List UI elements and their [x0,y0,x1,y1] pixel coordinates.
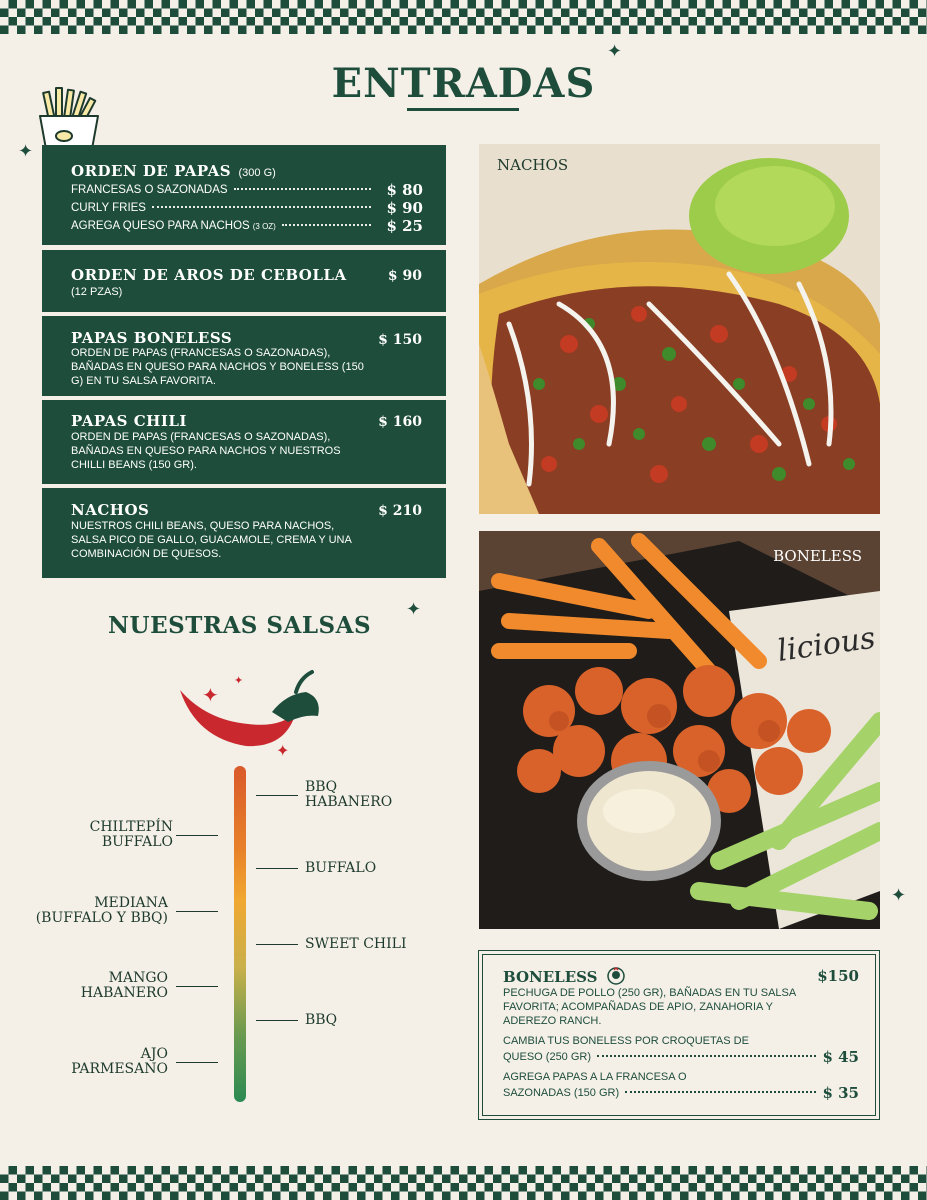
item-desc: NUESTROS CHILI BEANS, QUESO PARA NACHOS, SALSA PICO DE GALLO, GUACAMOLE, CREMA Y UNA COMBINACIÓN DE QUESOS. [71,520,352,560]
svg-text:✦: ✦ [234,675,244,687]
title-underline [407,108,519,111]
salsa-label [305,937,407,952]
item-price: $ 150 [378,332,422,348]
chicken-icon [607,967,625,985]
row-price: $ 80 [386,181,423,199]
salsa-line1: CHILTEPÍN [89,819,173,835]
photo-caption: BONELESS [773,547,862,565]
price-row [71,217,423,235]
dot-leader [625,1091,816,1093]
extra-line1: AGREGA PAPAS A LA FRANCESA O [503,1071,687,1083]
salsa-line2: HABANERO [80,985,168,1001]
salsa-tick [256,1020,298,1021]
item-name: NACHOS [71,501,150,519]
extra-price: $ 35 [822,1084,859,1102]
salsa-tick [176,1062,218,1063]
extra-option [503,1033,859,1065]
salsa-tick [256,868,298,869]
dot-leader [597,1055,816,1057]
dot-leader [234,188,371,190]
svg-text:✦: ✦ [202,685,219,707]
menu-block-papas-boneless [42,316,446,396]
salsa-tick [256,795,298,796]
photo-caption: NACHOS [497,156,569,174]
nachos-photo [479,144,880,514]
item-price: $ 160 [378,414,422,430]
price-row [71,199,423,217]
row-label: CURLY FRIES [71,202,146,214]
row-label: FRANCESAS O SAZONADAS [71,184,228,196]
sparkle-icon: ✦ [607,41,623,61]
sparkle-icon: ✦ [18,141,34,161]
napkin-text: licious [775,620,878,669]
nachos-image [479,144,880,514]
row-price: $ 25 [386,217,423,235]
dot-leader [152,206,371,208]
sparkle-icon: ✦ [891,885,907,905]
extra-price: $ 45 [822,1048,859,1066]
salsa-label [305,1013,337,1028]
item-name: ORDEN DE PAPAS [71,162,232,180]
salsa-line2: (BUFFALO Y BBQ) [35,910,168,926]
menu-block-papas-chili [42,400,446,484]
salsa-tick [256,944,298,945]
salsa-line1: SWEET CHILI [305,936,407,952]
salsa-line1: MEDIANA [94,895,168,911]
row-price: $ 90 [386,199,423,217]
salsa-line2: HABANERO [305,794,393,810]
salsa-line2: PARMESANO [71,1061,168,1077]
item-desc: PECHUGA DE POLLO (250 GR), BAÑADAS EN TU SALSA FAVORITA; ACOMPAÑADAS DE APIO, ZANAHORIA Y ADEREZO RANCH. [503,987,796,1027]
salsa-tick [176,835,218,836]
salsa-label [71,1047,168,1077]
salsa-tick [176,911,218,912]
spice-scale-bar [234,766,246,1102]
salsa-label [305,780,392,810]
salsa-label [305,861,376,876]
row-note: (3 OZ) [252,221,276,231]
dot-leader [282,224,371,226]
salsa-line1: BBQ [305,779,338,795]
item-portion: (300 G) [238,167,276,179]
item-name: ORDEN DE AROS DE CEBOLLA [71,266,347,284]
item-name: PAPAS BONELESS [71,329,233,347]
extra-line1: CAMBIA TUS BONELESS POR CROQUETAS DE [503,1035,749,1047]
item-name: PAPAS CHILI [71,412,187,430]
row-label: AGREGA QUESO PARA NACHOS [71,220,250,232]
menu-block-papas [42,145,446,245]
item-price: $ 90 [387,268,422,284]
salsa-line1: BBQ [305,1012,338,1028]
salsa-line1: AJO [140,1046,168,1062]
salsa-line2: BUFFALO [101,834,173,850]
item-name [503,967,625,986]
extra-option [503,1069,859,1101]
item-price: $ 210 [378,503,422,519]
item-desc: ORDEN DE PAPAS (FRANCESAS O SAZONADAS), BAÑADAS EN QUESO PARA NACHOS Y NUESTROS CHILLI BEANS (150 GR). [71,431,341,471]
boneless-image [479,531,880,929]
item-desc: ORDEN DE PAPAS (FRANCESAS O SAZONADAS), BAÑADAS EN QUESO PARA NACHOS Y BONELESS (150 G) EN TU SALSA FAVORITA. [71,347,364,387]
salsa-line1: MANGO [108,970,168,986]
item-price: $150 [817,967,859,985]
checker-border-top [0,0,927,34]
menu-block-nachos [42,488,446,578]
salsa-label [81,971,168,1001]
price-row [71,181,423,199]
boneless-title: BONELESS [503,968,598,986]
sparkle-icon: ✦ [406,599,422,619]
salsa-label [90,820,173,850]
salsa-label [36,896,168,926]
extra-line2: QUESO (250 GR) [503,1051,592,1063]
boneless-box [478,950,880,1120]
menu-block-aros [42,250,446,312]
svg-text:✦: ✦ [276,743,290,760]
page-title: ENTRADAS [331,60,596,107]
salsa-tick [176,986,218,987]
salsas-title: NUESTRAS SALSAS [108,612,372,639]
boneless-photo [479,531,880,929]
extra-line2: SAZONADAS (150 GR) [503,1087,620,1099]
chili-pepper-icon [176,668,326,764]
item-desc: (12 PZAS) [71,286,123,298]
checker-border-bottom [0,1166,927,1200]
salsa-line1: BUFFALO [305,860,377,876]
